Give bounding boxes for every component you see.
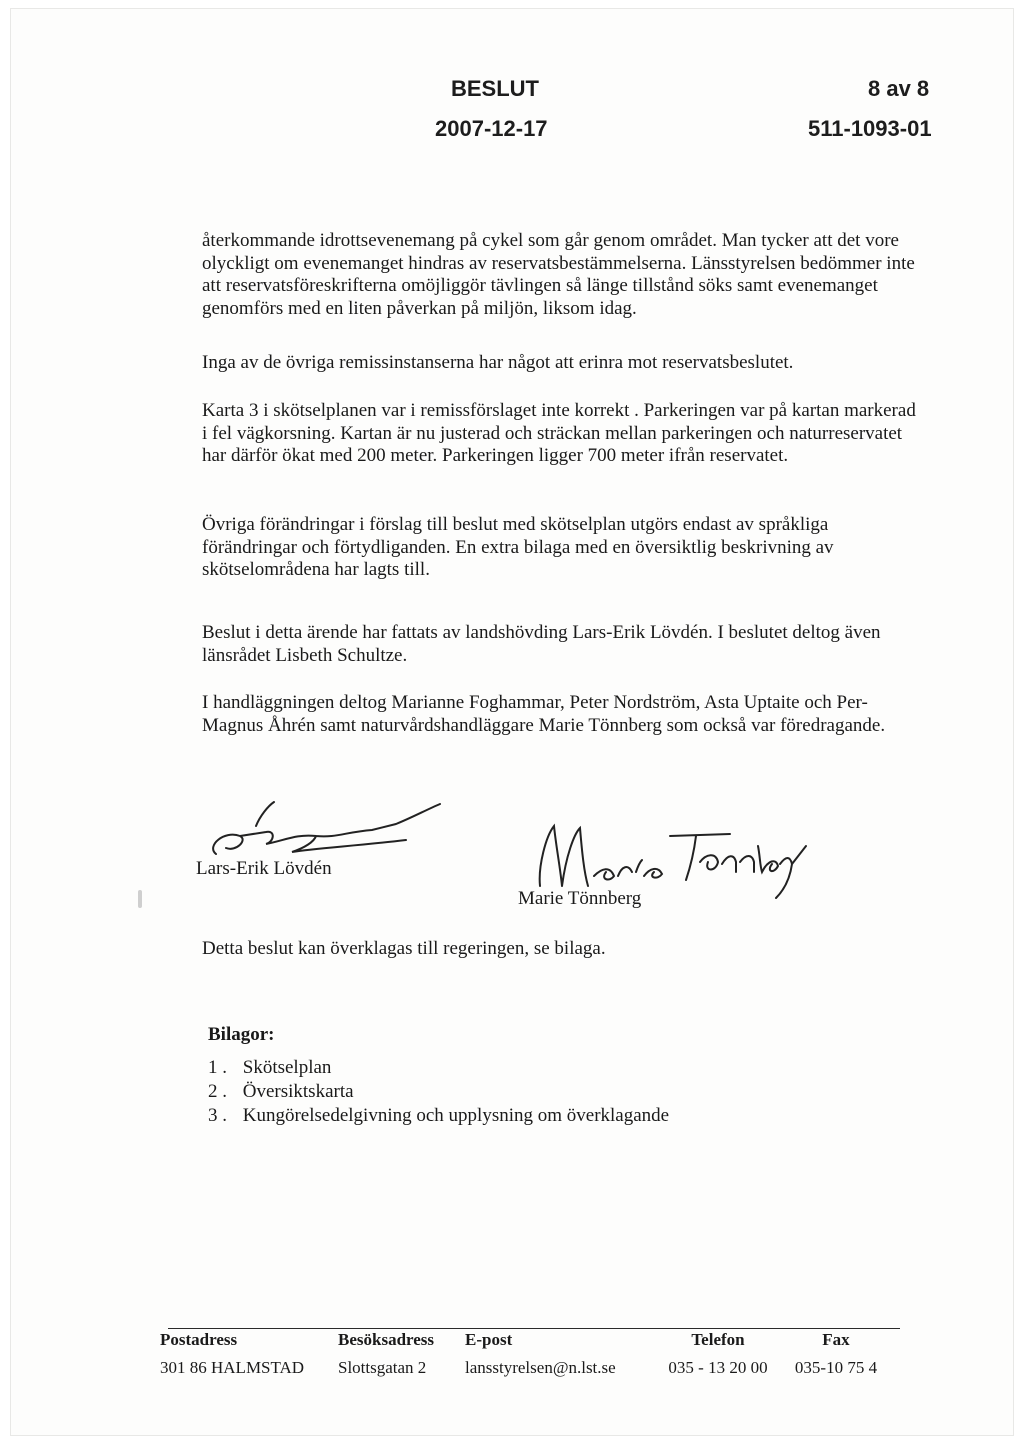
signatory-right-name: Marie Tönnberg <box>518 888 642 909</box>
paragraph-text: återkommande idrottsevenemang på cykel som går genom området. Man tycker att det vore olyckligt om evenemanget hindras av reservatsbestämmelserna. Länsstyrelsen bedömmer inte att reservatsföreskrifterna omöjliggör tävlingen så länge tillstånd söks samt evenemanget genomförs med en liten påverkan på miljön, liksom idag. <box>202 230 915 319</box>
margin-mark <box>138 890 142 908</box>
document-page <box>10 8 1014 1436</box>
paragraph-text: Inga av de övriga remissinstanserna har något att erinra mot reservatsbeslutet. <box>202 352 794 373</box>
appeal-note: Detta beslut kan överklagas till regeringen, se bilaga. <box>202 938 606 959</box>
footer-epost <box>465 1330 616 1378</box>
page-number: 8 av 8 <box>868 76 930 101</box>
list-item <box>208 1056 669 1080</box>
attachments-heading: Bilagor: <box>208 1024 275 1045</box>
paragraph-6 <box>202 692 918 737</box>
decision-date: 2007-12-17 <box>435 116 548 141</box>
signatory-left-name: Lars-Erik Lövdén <box>196 858 332 879</box>
attachment-label: Skötselplan <box>242 1057 332 1078</box>
footer-label: Postadress <box>160 1330 238 1349</box>
footer-label: E-post <box>465 1330 513 1349</box>
attachment-number: 1 . <box>208 1057 227 1078</box>
attachment-number: 3 . <box>208 1105 227 1126</box>
bleed-through-mark <box>110 70 114 88</box>
diary-number: 511-1093-01 <box>808 116 932 141</box>
paragraph-text: Beslut i detta ärende har fattats av landshövding Lars-Erik Lövdén. I beslutet deltog även länsrådet Lisbeth Schultze. <box>202 622 881 666</box>
footer-value: 035 - 13 20 00 <box>668 1358 768 1377</box>
paragraph-5 <box>202 622 922 667</box>
list-item <box>208 1080 669 1104</box>
paragraph-4 <box>202 514 922 582</box>
attachment-label: Kungörelsedelgivning och upplysning om överklagande <box>242 1105 670 1126</box>
footer-telefon <box>660 1330 776 1378</box>
footer-label: Fax <box>822 1330 850 1349</box>
paragraph-3 <box>202 400 922 468</box>
footer-divider <box>168 1328 900 1329</box>
paragraph-2 <box>202 352 922 375</box>
footer-besoksadress <box>338 1330 434 1378</box>
attachments-list <box>208 1056 669 1128</box>
footer-postadress <box>160 1330 304 1378</box>
footer-value: 301 86 HALMSTAD <box>160 1358 305 1377</box>
footer-value: lansstyrelsen@n.lst.se <box>465 1358 616 1377</box>
list-item <box>208 1104 669 1128</box>
footer-fax <box>788 1330 884 1378</box>
attachment-number: 2 . <box>208 1081 227 1102</box>
footer-label: Besöksadress <box>338 1330 435 1349</box>
paragraph-text: Karta 3 i skötselplanen var i remissförslaget inte korrekt . Parkeringen var på kartan markerad i fel vägkorsning. Kartan är nu justerad och sträckan mellan parkeringen och naturreservatet har därför ökat med 200 meter. Parkeringen ligger 700 meter ifrån reservatet. <box>202 400 916 467</box>
footer-value: Slottsgatan 2 <box>338 1358 427 1377</box>
paragraph-1 <box>202 230 922 320</box>
paragraph-text: Övriga förändringar i förslag till beslut med skötselplan utgörs endast av språkliga förändringar och förtydliganden. En extra bilaga med en översiktlig beskrivning av skötselområdena har lagts till. <box>202 514 834 581</box>
signature-left-graphic <box>196 796 456 866</box>
doc-type-heading: BESLUT <box>451 76 539 101</box>
paragraph-text: I handläggningen deltog Marianne Foghammar, Peter Nordström, Asta Uptaite och Per-Magnus Åhrén samt naturvårdshandläggare Marie Tönnberg som också var föredragande. <box>202 692 886 736</box>
footer-label: Telefon <box>691 1330 745 1349</box>
footer-value: 035-10 75 4 <box>794 1358 878 1377</box>
attachment-label: Översiktskarta <box>242 1081 354 1102</box>
